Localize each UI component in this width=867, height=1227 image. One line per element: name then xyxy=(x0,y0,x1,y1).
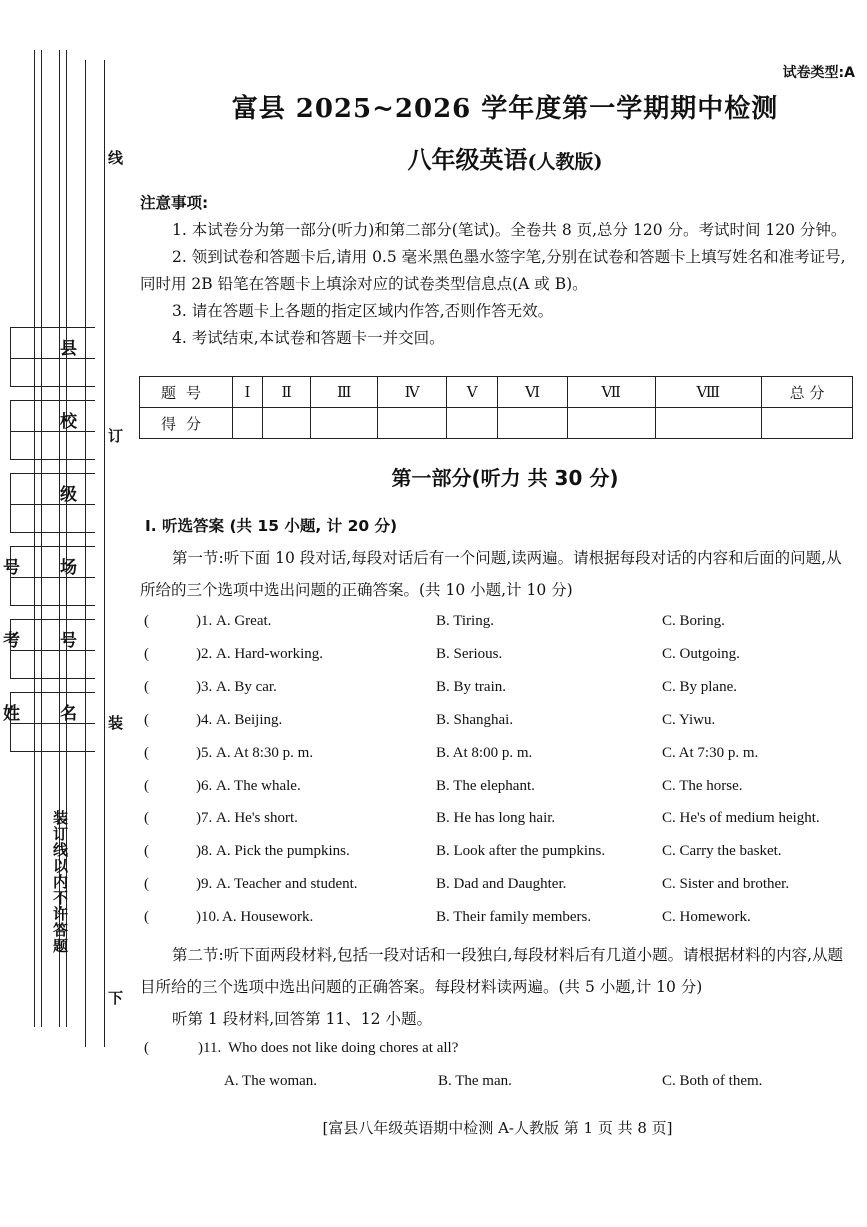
score-cell[interactable] xyxy=(655,408,761,439)
score-cell[interactable] xyxy=(498,408,567,439)
option-c: C. Sister and brother. xyxy=(662,876,790,892)
exam-room-label: 场 xyxy=(60,558,77,578)
option-b: B. Tiring. xyxy=(436,613,494,629)
question-row xyxy=(140,876,860,906)
option-b: B. At 8:00 p. m. xyxy=(436,745,533,761)
option-a: A. Teacher and student. xyxy=(216,876,358,892)
question-number: )5. xyxy=(196,745,213,761)
exam-room-field[interactable] xyxy=(3,546,95,606)
option-b: B. Serious. xyxy=(436,646,503,662)
answer-paren-open[interactable]: ( xyxy=(144,679,149,695)
score-cell[interactable] xyxy=(567,408,655,439)
answer-paren-open[interactable]: ( xyxy=(144,843,149,859)
option-c: C. Both of them. xyxy=(662,1073,763,1089)
note-item: 4. 考试结束,本试卷和答题卡一并交回。 xyxy=(172,329,445,347)
score-cell[interactable] xyxy=(378,408,447,439)
question-row xyxy=(140,843,860,873)
option-a: A. Hard-working. xyxy=(216,646,324,662)
option-c: C. At 7:30 p. m. xyxy=(662,745,759,761)
option-c: C. By plane. xyxy=(662,679,737,695)
score-table-row-label: 得分 xyxy=(140,408,233,439)
class-label: 级 xyxy=(60,485,77,505)
exam-number-left-char: 考 xyxy=(3,631,20,651)
question-number: )6. xyxy=(196,778,213,794)
option-b: B. The man. xyxy=(438,1073,512,1089)
option-a: A. The whale. xyxy=(216,778,301,794)
score-cell[interactable] xyxy=(762,408,853,439)
question-row xyxy=(140,810,860,840)
binding-margin xyxy=(0,0,135,1227)
question-row xyxy=(140,712,860,742)
score-table-header: Ⅳ xyxy=(378,377,447,408)
binding-line xyxy=(41,50,42,1027)
score-table-header: 总 分 xyxy=(762,377,853,408)
question-row xyxy=(140,646,860,676)
question-row xyxy=(140,909,860,939)
option-c: C. Outgoing. xyxy=(662,646,740,662)
page-footer: [富县八年级英语期中检测 A-人教版 第 1 页 共 8 页] xyxy=(322,1119,673,1137)
option-c: C. Carry the basket. xyxy=(662,843,782,859)
answer-paren-open[interactable]: ( xyxy=(144,745,149,761)
subject-title: 八年级英语 xyxy=(407,146,528,174)
name-left-char: 姓 xyxy=(3,704,20,724)
question-stem: Who does not like doing chores at all? xyxy=(228,1040,459,1056)
question-row xyxy=(140,1040,860,1070)
option-a: A. He's short. xyxy=(216,810,298,826)
score-table-header: Ⅵ xyxy=(498,377,567,408)
option-c: C. The horse. xyxy=(662,778,743,794)
question-row xyxy=(140,679,860,709)
exam-subtitle xyxy=(150,140,860,175)
option-a: A. At 8:30 p. m. xyxy=(216,745,314,761)
binding-mark-below: 下 xyxy=(108,989,124,1007)
binding-mark-order: 订 xyxy=(108,427,124,445)
score-table-row-label: 题号 xyxy=(140,377,233,408)
option-c: C. Yiwu. xyxy=(662,712,716,728)
score-cell[interactable] xyxy=(447,408,498,439)
class-field[interactable] xyxy=(10,473,95,533)
question-row xyxy=(140,778,860,808)
question-number: )3. xyxy=(196,679,213,695)
county-field[interactable] xyxy=(10,327,95,387)
note-item: 1. 本试卷分为第一部分(听力)和第二部分(笔试)。全卷共 8 页,总分 120 分。考试时间 120 分钟。 xyxy=(172,221,847,239)
binding-line xyxy=(34,50,35,1027)
exam-number-field[interactable] xyxy=(3,619,95,679)
question-row xyxy=(140,613,860,643)
score-table-header: Ⅱ xyxy=(262,377,310,408)
option-a: A. The woman. xyxy=(224,1073,318,1089)
exam-title: 富县 2025~2026 学年度第一学期期中检测 xyxy=(231,94,779,124)
question-number: )1. xyxy=(196,613,213,629)
question-number: )9. xyxy=(196,876,213,892)
part1-title: 第一部分(听力 共 30 分) xyxy=(391,466,619,490)
question-row xyxy=(140,745,860,775)
score-cell[interactable] xyxy=(233,408,263,439)
answer-paren-open[interactable]: ( xyxy=(144,712,149,728)
cut-line xyxy=(104,60,105,1047)
option-a: A. By car. xyxy=(216,679,277,695)
answer-paren-open[interactable]: ( xyxy=(144,646,149,662)
option-b: B. Look after the pumpkins. xyxy=(436,843,606,859)
answer-paren-open[interactable]: ( xyxy=(144,1040,149,1056)
option-c: C. He's of medium height. xyxy=(662,810,820,826)
score-table-header: Ⅴ xyxy=(447,377,498,408)
option-b: B. The elephant. xyxy=(436,778,535,794)
option-b: B. Dad and Daughter. xyxy=(436,876,567,892)
option-b: B. He has long hair. xyxy=(436,810,556,826)
material1-instruction: 听第 1 段材料,回答第 11、12 小题。 xyxy=(172,1010,432,1028)
score-table-header: Ⅰ xyxy=(233,377,263,408)
section2-intro: 第二节:听下面两段材料,包括一段对话和一段独白,每段材料后有几道小题。请根据材料的内容,从题目所给的三个选项中选出问题的正确答案。每段材料读两遍。(共 5 小题,计 10 分) 听第 1 段材料,回答第 11、12 小题。 xyxy=(140,939,855,1035)
edition: (人教版) xyxy=(527,151,603,173)
score-cell[interactable] xyxy=(262,408,310,439)
section1-intro: 第一节:听下面 10 段对话,每段对话后有一个问题,读两遍。请根据每段对话的内容和后面的问题,从所给的三个选项中选出问题的正确答案。(共 10 小题,计 10 分) xyxy=(140,549,842,599)
option-c: C. Boring. xyxy=(662,613,725,629)
score-table-score-row xyxy=(140,408,853,439)
question-number: )11. xyxy=(198,1040,222,1056)
name-label: 名 xyxy=(60,704,77,724)
option-a: A. Pick the pumpkins. xyxy=(216,843,350,859)
score-table-header: Ⅷ xyxy=(655,377,761,408)
name-field[interactable] xyxy=(3,692,95,752)
option-c: C. Homework. xyxy=(662,909,751,925)
score-table-header: Ⅲ xyxy=(311,377,378,408)
score-table xyxy=(139,376,853,439)
school-field[interactable] xyxy=(10,400,95,460)
option-a: A. Beijing. xyxy=(216,712,283,728)
answer-paren-open[interactable]: ( xyxy=(144,778,149,794)
option-b: B. Their family members. xyxy=(436,909,592,925)
question-number: )7. xyxy=(196,810,213,826)
answer-paren-open[interactable]: ( xyxy=(144,810,149,826)
section1-heading: Ⅰ. 听选答案 (共 15 小题, 计 20 分) xyxy=(145,517,398,535)
option-a: A. Housework. xyxy=(222,909,314,925)
paper-type: 试卷类型:A xyxy=(782,65,855,81)
county-label: 县 xyxy=(60,339,77,359)
binding-mark-line: 线 xyxy=(108,149,124,167)
question-number: )8. xyxy=(196,843,213,859)
question-number: )2. xyxy=(196,646,213,662)
exam-room-left-char: 号 xyxy=(3,558,20,578)
answer-paren-open[interactable]: ( xyxy=(144,613,149,629)
binding-mark-bind: 装 xyxy=(108,714,124,732)
question-number: )10. xyxy=(196,909,220,925)
note-item: 3. 请在答题卡上各题的指定区域内作答,否则作答无效。 xyxy=(172,302,554,320)
score-table-header-row xyxy=(140,377,853,408)
notes-section xyxy=(140,190,855,352)
option-b: B. Shanghai. xyxy=(436,712,514,728)
binding-notice: 装订线以内不许答题 xyxy=(51,810,69,954)
answer-paren-open[interactable]: ( xyxy=(144,909,149,925)
school-label: 校 xyxy=(60,412,77,432)
note-item: 2. 领到试卷和答题卡后,请用 0.5 毫米黑色墨水签字笔,分别在试卷和答题卡上填写姓名和准考证号,同时用 2B 铅笔在答题卡上填涂对应的试卷类型信息点(A 或 B)。 xyxy=(140,248,846,293)
score-cell[interactable] xyxy=(311,408,378,439)
option-b: B. By train. xyxy=(436,679,506,695)
exam-number-label: 号 xyxy=(60,631,77,651)
notes-heading: 注意事项: xyxy=(140,194,209,212)
question-number: )4. xyxy=(196,712,213,728)
answer-paren-open[interactable]: ( xyxy=(144,876,149,892)
score-table-header: Ⅶ xyxy=(567,377,655,408)
option-a: A. Great. xyxy=(216,613,272,629)
